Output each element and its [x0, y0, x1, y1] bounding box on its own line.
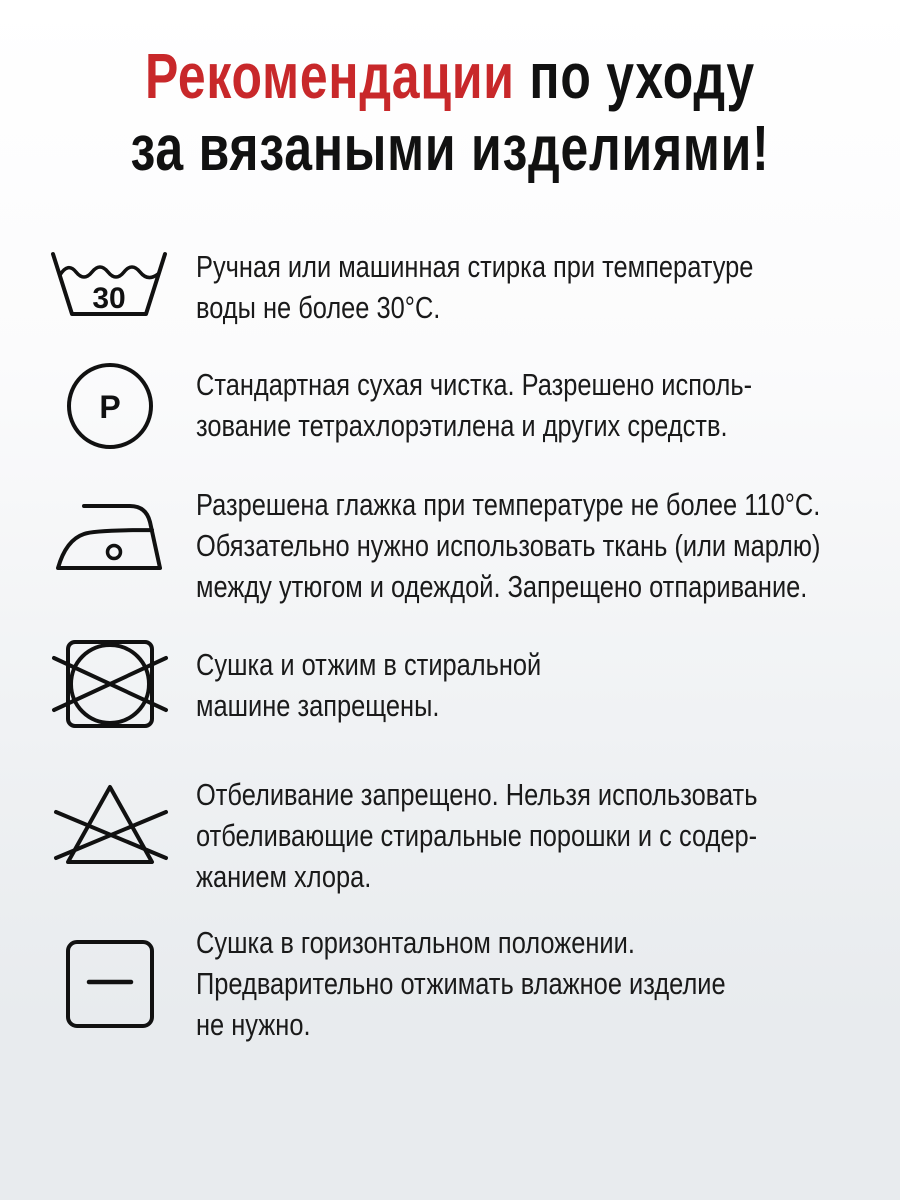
text-line: Сушка и отжим в стиральной [196, 647, 542, 682]
care-item-text [196, 364, 770, 446]
dry-clean-p-icon [66, 362, 154, 450]
text-line: между утюгом и одеждой. Запрещено отпаривание. [196, 569, 808, 604]
text-line: отбеливающие стиральные порошки и с содер- [196, 818, 758, 853]
care-item-text [196, 484, 821, 607]
text-line: Отбеливание запрещено. Нельзя использовать [196, 777, 758, 812]
no-tumble-dry-icon [52, 640, 168, 728]
iron-one-dot-icon [54, 500, 166, 572]
text-line: Стандартная сухая чистка. Разрешено исполь- [196, 367, 753, 402]
text-line: Разрешена глажка при температуре не более 110°С. [196, 487, 821, 522]
care-item-text [196, 644, 770, 726]
text-line: не нужно. [196, 1007, 311, 1042]
svg-text:P: P [99, 389, 121, 425]
care-item-text [196, 774, 770, 897]
text-line: машине запрещены. [196, 688, 440, 723]
dry-flat-icon [66, 940, 154, 1028]
wash-30-icon [50, 248, 168, 320]
text-line: Предварительно отжимать влажное изделие [196, 966, 726, 1001]
text-line: Обязательно нужно использовать ткань (или марлю) [196, 528, 821, 563]
text-line: зование тетрахлорэтилена и других средств. [196, 408, 728, 443]
text-line: воды не более 30°С. [196, 290, 441, 325]
text-line: Ручная или машинная стирка при температуре [196, 249, 754, 284]
text-line: Сушка в горизонтальном положении. [196, 925, 635, 960]
care-item-text [196, 246, 770, 328]
page-title [99, 40, 801, 184]
svg-text:30: 30 [92, 282, 126, 315]
care-item-text [196, 922, 770, 1045]
title-line-1 [99, 40, 801, 112]
title-line-1-rest: по уходу [514, 40, 755, 112]
no-bleach-icon [52, 784, 168, 866]
title-accent-word: Рекомендации [145, 40, 515, 112]
text-line: жанием хлора. [196, 859, 372, 894]
title-line-2: за вязаными изделиями! [130, 112, 770, 184]
